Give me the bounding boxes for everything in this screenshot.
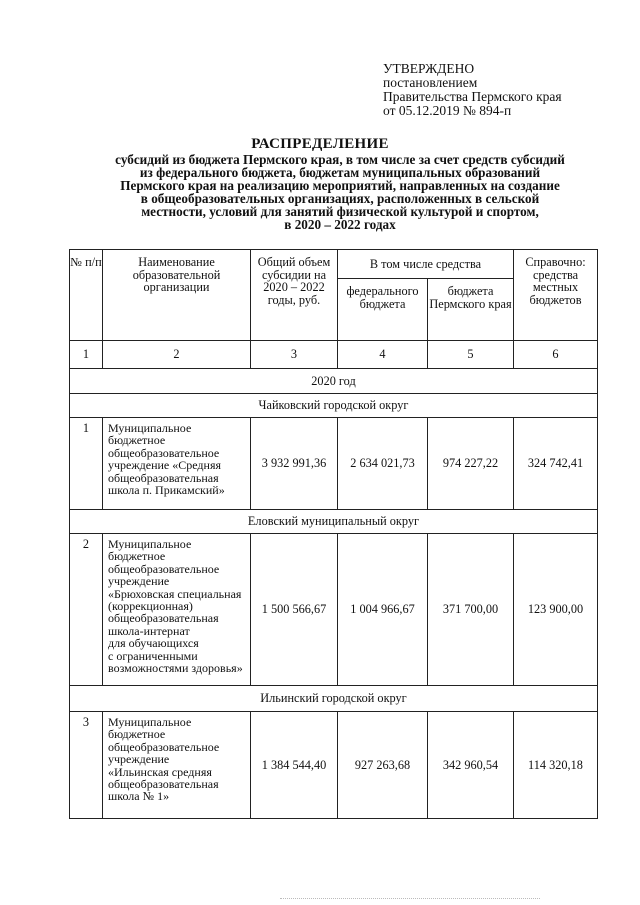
scan-artifact	[280, 898, 540, 901]
organization-name-line: Муниципальное	[108, 537, 192, 551]
column-number: 3	[251, 341, 338, 369]
organization-name-line: общеобразовательная	[108, 470, 219, 485]
organization-name	[103, 534, 251, 686]
regional-amount: 974 227,22	[428, 418, 514, 510]
approval-stamp	[383, 62, 623, 118]
column-number: 5	[428, 341, 514, 369]
document-subtitle	[60, 153, 620, 231]
approval-date-number: от 05.12.2019 № 894-п	[383, 103, 512, 118]
organization-name-line: общеобразовательная	[108, 611, 219, 626]
document-title: РАСПРЕДЕЛЕНИЕ	[251, 136, 389, 152]
organization-name-line: школа-интернат	[108, 623, 190, 638]
municipality-row	[70, 686, 598, 712]
organization-name-line: (коррекционная)	[108, 599, 193, 614]
column-number-row	[70, 341, 598, 369]
subtitle-line: местности, условий для занятий физической культурой и спортом,	[141, 204, 539, 219]
distribution-table	[69, 249, 598, 819]
row-number: 2	[70, 534, 103, 686]
column-number: 2	[103, 341, 251, 369]
local-amount: 114 320,18	[514, 712, 598, 819]
organization-name-line: Муниципальное	[108, 715, 192, 729]
municipality-row	[70, 510, 598, 534]
header-reference-local: Справочно: средства местных бюджетов	[514, 250, 598, 341]
header-total: Общий объем субсидии на 2020 – 2022 годы, руб.	[251, 250, 338, 341]
approval-by: постановлением	[383, 75, 478, 90]
total-amount: 3 932 991,36	[251, 418, 338, 510]
subtitle-line: из федерального бюджета, бюджетам муниципальных образований	[139, 165, 541, 180]
year-label: 2020 год	[70, 369, 598, 394]
organization-name-line: Муниципальное	[108, 421, 192, 435]
regional-amount: 342 960,54	[428, 712, 514, 819]
organization-name-line: школа п. Прикамский»	[108, 483, 225, 498]
organization-name-line: учреждение «Средняя	[108, 458, 221, 473]
organization-name-line: общеобразовательное	[108, 445, 220, 460]
table-row	[70, 712, 598, 819]
table-row	[70, 534, 598, 686]
subtitle-line: в общеобразовательных организациях, расположенных в сельской	[140, 191, 540, 206]
subtitle-line: субсидий из бюджета Пермского края, в том числе за счет средств субсидий	[115, 152, 565, 167]
table-row	[70, 418, 598, 510]
municipality-name: Ильинский городской округ	[70, 686, 598, 712]
organization-name-line: общеобразовательная	[108, 777, 219, 792]
header-including: В том числе средства	[338, 250, 514, 279]
organization-name-line: бюджетное	[108, 433, 166, 448]
municipality-row	[70, 394, 598, 418]
row-number: 1	[70, 418, 103, 510]
regional-amount: 371 700,00	[428, 534, 514, 686]
organization-name-line: общеобразовательное	[108, 739, 220, 754]
total-amount: 1 500 566,67	[251, 534, 338, 686]
header-name: Наименование образовательной организации	[103, 250, 251, 341]
organization-name-line: для обучающихся	[108, 636, 199, 651]
organization-name-line: с ограниченными	[108, 648, 198, 663]
approval-authority: Правительства Пермского края	[383, 89, 562, 104]
year-row	[70, 369, 598, 394]
organization-name-line: общеобразовательное	[108, 561, 220, 576]
organization-name-line: бюджетное	[108, 549, 166, 564]
federal-amount: 1 004 966,67	[338, 534, 428, 686]
header-num: № п/п	[70, 250, 103, 341]
header-row	[70, 250, 598, 279]
organization-name-line: возможностями здоровья»	[108, 661, 243, 676]
row-number: 3	[70, 712, 103, 819]
column-number: 4	[338, 341, 428, 369]
column-number: 6	[514, 341, 598, 369]
local-amount: 324 742,41	[514, 418, 598, 510]
organization-name-line: «Брюховская специальная	[108, 586, 242, 601]
organization-name	[103, 418, 251, 510]
organization-name-line: учреждение	[108, 574, 170, 589]
column-number: 1	[70, 341, 103, 369]
total-amount: 1 384 544,40	[251, 712, 338, 819]
municipality-name: Чайковский городской округ	[70, 394, 598, 418]
organization-name-line: школа № 1»	[108, 789, 170, 804]
organization-name	[103, 712, 251, 819]
organization-name-line: учреждение	[108, 752, 170, 767]
municipality-name: Еловский муниципальный округ	[70, 510, 598, 534]
organization-name-line: «Ильинская средняя	[108, 764, 212, 779]
approval-label: УТВЕРЖДЕНО	[383, 61, 475, 76]
subtitle-line: Пермского края на реализацию мероприятий, направленных на создание	[120, 178, 560, 193]
header-regional: бюджета Пермского края	[428, 279, 514, 341]
federal-amount: 927 263,68	[338, 712, 428, 819]
organization-name-line: бюджетное	[108, 727, 166, 742]
federal-amount: 2 634 021,73	[338, 418, 428, 510]
subtitle-line: в 2020 – 2022 годах	[284, 217, 396, 232]
local-amount: 123 900,00	[514, 534, 598, 686]
header-federal: федерального бюджета	[338, 279, 428, 341]
